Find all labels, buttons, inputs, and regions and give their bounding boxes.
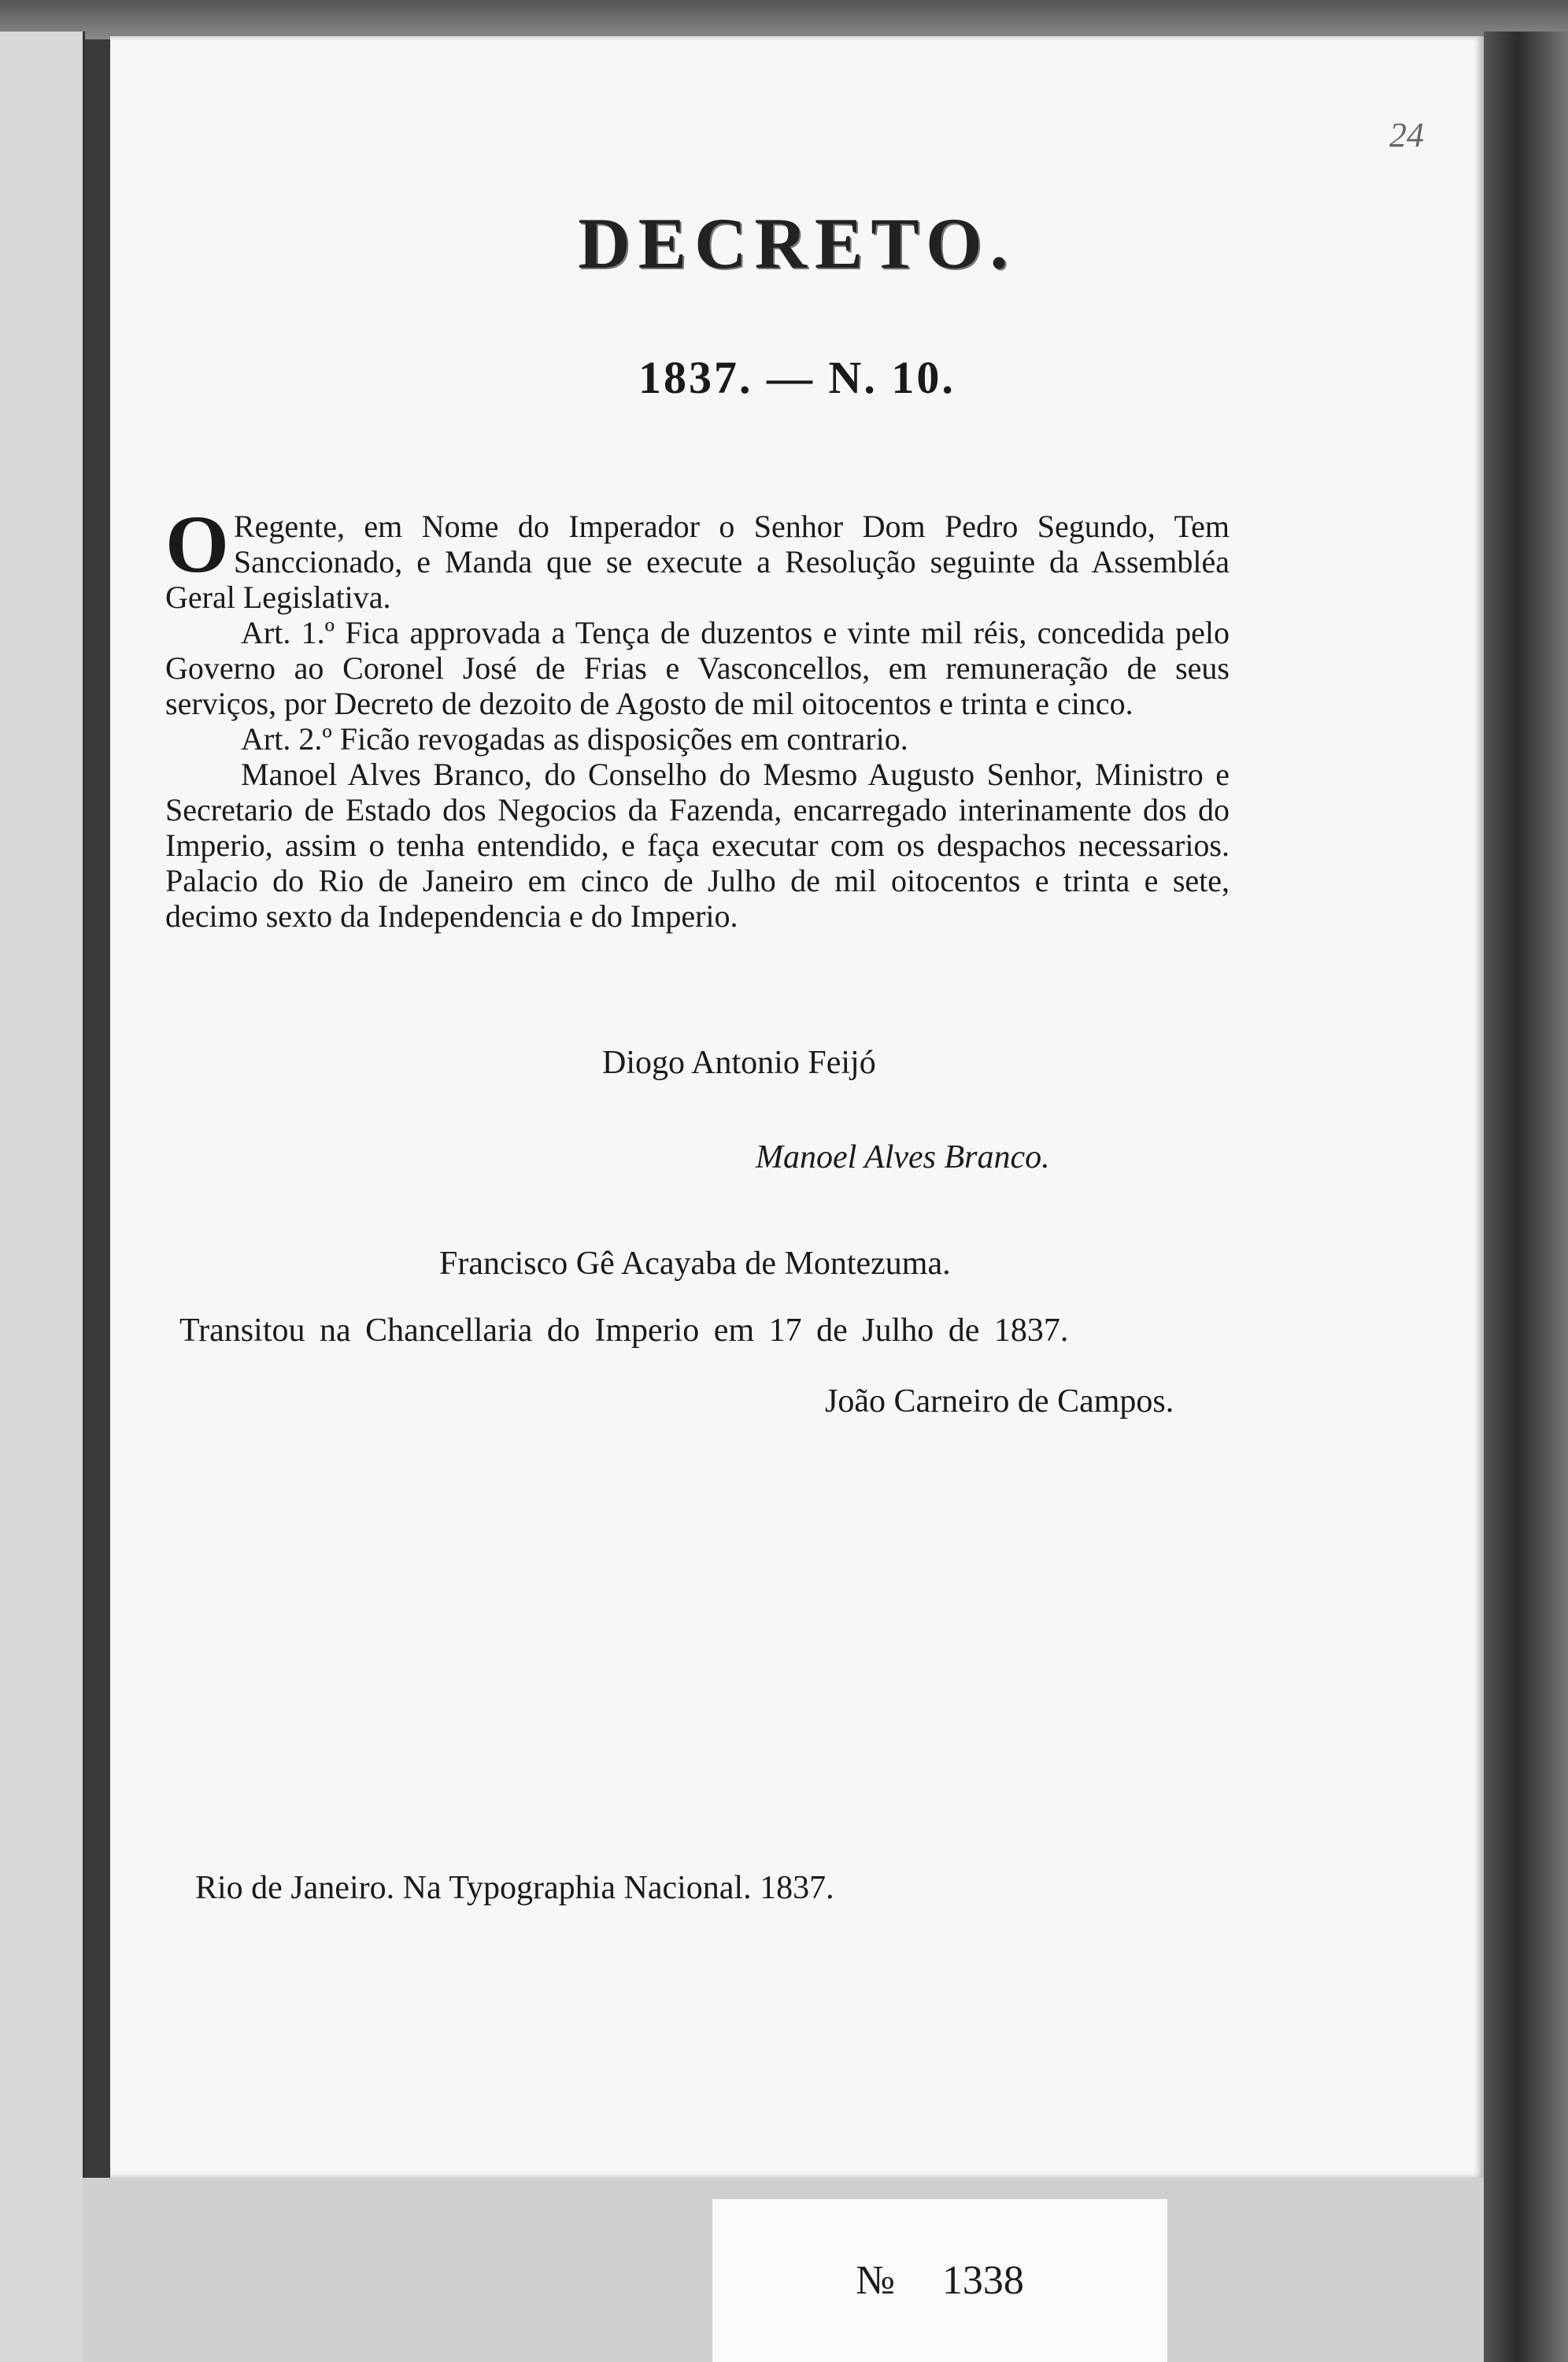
article-2: Art. 2.º Ficão revogadas as disposições em contrario. [241, 721, 908, 757]
document-page [110, 36, 1484, 2178]
document-title: DECRETO. [578, 203, 1016, 283]
transit-signature: João Carneiro de Campos. [825, 1383, 1174, 1420]
decree-number: 1837. — N. 10. [638, 352, 956, 403]
signature-regent: Diogo Antonio Feijó [602, 1045, 876, 1081]
handwritten-page-number: 24 [1389, 116, 1424, 154]
execution-paragraph: Manoel Alves Branco, do Conselho do Mesmo Augusto Senhor, Ministro e Secretario de Estado dos Negocios da Fazenda, encarregado interinamente dos do Imperio, assim o tenha entendido, e faça executar com os despachos necessarios. Palacio do Rio de Janeiro em cinco de Julho de mil oitocentos e trinta e sete, decimo sexto da Independencia e do Imperio. [165, 757, 1230, 934]
archive-number: 1338 [941, 2258, 1024, 2303]
scan-top-edge [0, 0, 1568, 39]
preamble-paragraph [165, 499, 1230, 615]
book-spine-edge [1484, 31, 1568, 2362]
preamble-text: Regente, em Nome do Imperador o Senhor Dom Pedro Segundo, Tem Sanccionado, e Manda que se execute a Resolução seguinte da Assembléa Geral Legislativa. [165, 509, 1230, 615]
number-symbol: № [856, 2258, 895, 2303]
drop-cap: O [165, 499, 229, 590]
previous-page-edge [0, 31, 85, 2362]
decree-body [165, 499, 1230, 934]
transit-note: Transitou na Chancellaria do Imperio em 17 de Julho de 1837. [179, 1312, 1069, 1349]
imprint: Rio de Janeiro. Na Typographia Nacional. 1837. [195, 1870, 834, 1906]
signature-minister: Manoel Alves Branco. [756, 1139, 1050, 1175]
signature-chancellor: Francisco Gê Acayaba de Montezuma. [439, 1246, 951, 1282]
archive-number-label [712, 2199, 1167, 2362]
article-1: Art. 1.º Fica approvada a Tença de duzentos e vinte mil réis, concedida pelo Governo ao Coronel José de Frias e Vasconcellos, em remuneração de seus serviços, por Decreto de dezoito de Agosto de mil oitocentos e trinta e cinco. [165, 615, 1230, 721]
